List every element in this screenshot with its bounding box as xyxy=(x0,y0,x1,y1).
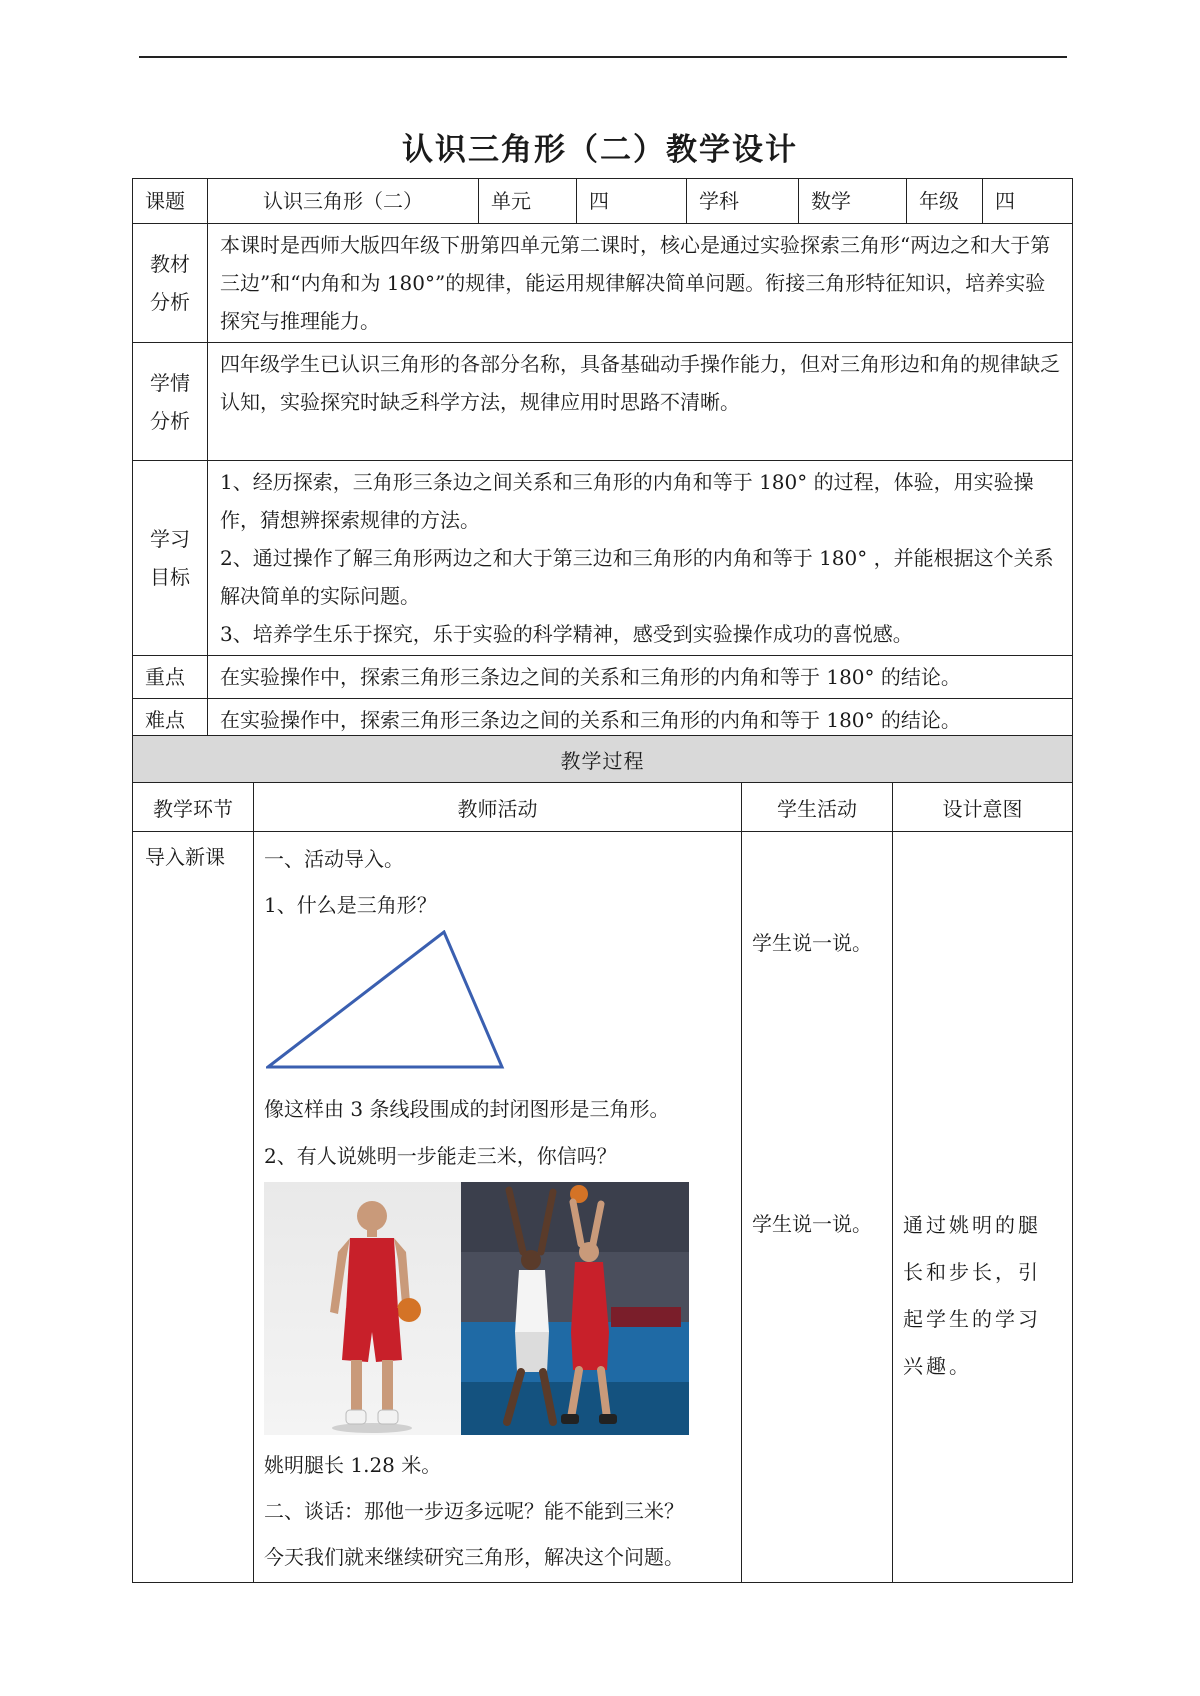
goal-item-1: 1、经历探索，三角形三条边之间关系和三角形的内角和等于 180° 的过程，体验，用实验操作，猜想辨探索规律的方法。 xyxy=(220,470,1034,532)
triangle-diagram xyxy=(266,930,506,1070)
material-analysis-label: 教材 分析 xyxy=(133,224,208,343)
learning-goals-list xyxy=(208,461,1073,656)
teacher-line-1: 一、活动导入。 xyxy=(264,847,404,871)
learner-analysis-text: 四年级学生已认识三角形的各部分名称，具备基础动手操作能力，但对三角形边和角的规律缺乏认知，实验探究时缺乏科学方法，规律应用时思路不清晰。 xyxy=(208,343,1073,461)
unit-value: 四 xyxy=(577,179,687,224)
yao-ming-game-photo xyxy=(461,1182,689,1435)
key-point-text: 在实验操作中，探索三角形三条边之间的关系和三角形的内角和等于 180° 的结论。 xyxy=(208,656,1073,699)
goal-item-2: 2、通过操作了解三角形两边之和大于第三边和三角形的内角和等于 180° ，并能根据这个关系解决简单的实际问题。 xyxy=(220,546,1054,608)
teacher-line-5: 姚明腿长 1.28 米。 xyxy=(264,1453,442,1477)
column-header-student: 学生活动 xyxy=(742,783,893,832)
design-intent-cell xyxy=(893,832,1073,1583)
yao-ming-standing-photo xyxy=(264,1182,479,1435)
design-intent-text: 通过姚明的腿长和步长，引起学生的学习兴趣。 xyxy=(903,1213,1041,1378)
teacher-line-6: 二、谈话：那他一步迈多远呢？能不能到三米？ xyxy=(264,1499,684,1523)
learner-analysis-label: 学情 分析 xyxy=(133,343,208,461)
student-activity-1: 学生说一说。 xyxy=(752,931,872,955)
teacher-activity-cell xyxy=(254,832,742,1583)
subject-label: 学科 xyxy=(687,179,799,224)
goal-item-3: 3、培养学生乐于探究，乐于实验的科学精神，感受到实验操作成功的喜悦感。 xyxy=(220,622,913,646)
key-point-label: 重点 xyxy=(133,656,208,699)
teacher-line-3: 像这样由 3 条线段围成的封闭图形是三角形。 xyxy=(264,1097,670,1121)
game-action-illustration xyxy=(461,1182,689,1435)
standing-player-illustration xyxy=(264,1182,479,1435)
grade-value: 四 xyxy=(983,179,1073,224)
difficulty-text: 在实验操作中，探索三角形三条边之间的关系和三角形的内角和等于 180° 的结论。 xyxy=(208,699,1073,742)
column-header-teacher: 教师活动 xyxy=(254,783,742,832)
lesson-info-table xyxy=(132,178,1073,742)
learning-goals-label: 学习 目标 xyxy=(133,461,208,656)
teaching-process-banner: 教学过程 xyxy=(133,736,1073,783)
stage-intro: 导入新课 xyxy=(133,832,254,1583)
material-analysis-text: 本课时是西师大版四年级下册第四单元第二课时，核心是通过实验探索三角形“两边之和大于第三边”和“内角和为 180°”的规律，能运用规律解决简单问题。衔接三角形特征知识，培养实验探究与推理能力。 xyxy=(208,224,1073,343)
header-rule xyxy=(139,56,1067,58)
teacher-line-7: 今天我们就来继续研究三角形，解决这个问题。 xyxy=(264,1545,684,1569)
triangle-shape xyxy=(268,932,502,1067)
grade-label: 年级 xyxy=(907,179,983,224)
column-header-stage: 教学环节 xyxy=(133,783,254,832)
teaching-process-table xyxy=(132,735,1073,1583)
teacher-line-4: 2、有人说姚明一步能走三米，你信吗？ xyxy=(264,1144,617,1168)
student-activity-2: 学生说一说。 xyxy=(752,1212,872,1236)
subject-value: 数学 xyxy=(799,179,907,224)
unit-label: 单元 xyxy=(479,179,577,224)
topic-label: 课题 xyxy=(133,179,208,224)
difficulty-label: 难点 xyxy=(133,699,208,742)
student-activity-cell xyxy=(742,832,893,1583)
document-title: 认识三角形（二）教学设计 xyxy=(402,132,798,168)
column-header-intent: 设计意图 xyxy=(893,783,1073,832)
topic-value: 认识三角形（二） xyxy=(208,179,479,224)
teacher-line-2: 1、什么是三角形？ xyxy=(264,893,437,917)
